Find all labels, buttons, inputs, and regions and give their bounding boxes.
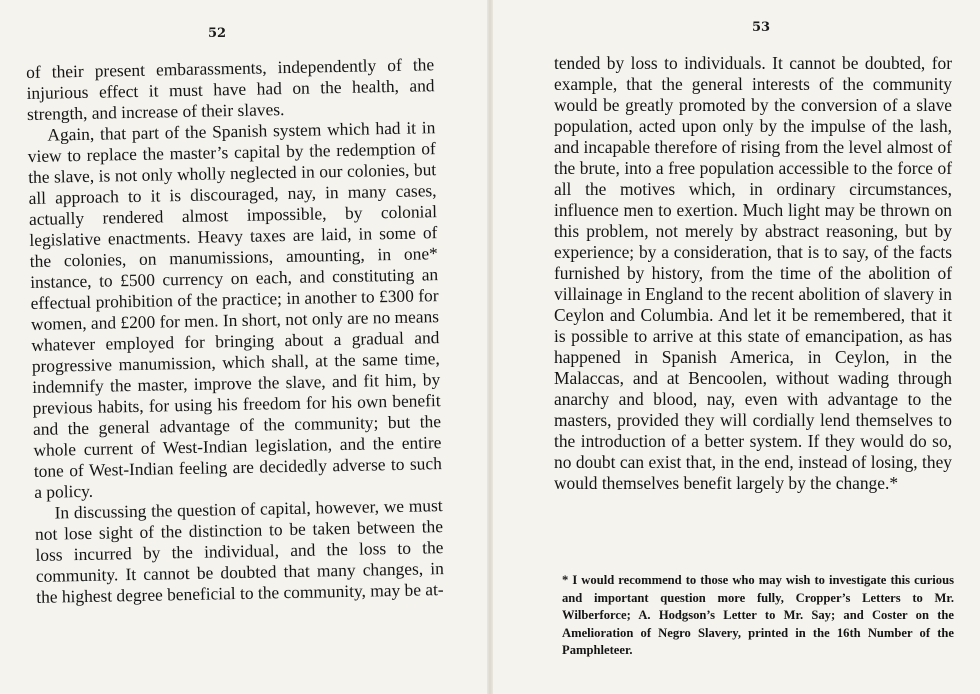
right-page bbox=[490, 0, 980, 694]
paragraph: tended by loss to individuals. It cannot be doubted, for example, that the general interests of the community would be greatly promoted by the conversion of a slave population, acted upon only by the impulse of the lash, and incapable therefore of rising from the level almost of the brute, into a free population accessible to the force of all the motives which, in ordinary circumstances, influence men to exertion. Much light may be thrown on this problem, not merely by abstract reasoning, but by experience; by a consideration, that is to say, of the facts furnished by history, from the time of the abolition of villainage in England to the recent abolition of slavery in Ceylon and Columbia. And let it be remembered, that it is possible to arrive at this state of emancipation, as has happened in Spanish America, in Ceylon, in the Malaccas, and at Bencoolen, without wading through anarchy and blood, nay, even with advantage to the masters, provided they will cordially lend themselves to the introduction of a better system. If they would do so, no doubt can exist that, in the end, instead of losing, they would themselves benefit largely by the change.* bbox=[554, 53, 952, 493]
page-body bbox=[554, 53, 952, 494]
page-body bbox=[26, 54, 444, 608]
paragraph: Again, that part of the Spanish system which had it in view to replace the master’s capital by the redemption of the slave, is not only wholly neglected in our colonies, but all approach to it is discouraged, nay, in many cases, actually rendered almost impossible, by colonial legislative enactments. Heavy taxes are laid, in some of the colonies, on manumissions, amounting, in one* instance, to £500 currency on each, and constituting an effectual prohibition of the practice; in another to £300 for women, and £200 for men. In short, not only are no means whatever employed for bringing about a gradual and progressive manumission, which shall, at the same time, indemnify the master, improve the slave, and fit him, by previous habits, for using his freedom for his own benefit and the general advantage of the community; but the whole current of West-Indian legislation, and the entire tone of West-Indian feeling are decidedly adverse to such a policy. bbox=[27, 117, 442, 502]
page-number: 52 bbox=[208, 26, 227, 41]
paragraph: of their present embarassments, independently of the injurious effect it must have had on the health, and strength, and increase of their slaves. bbox=[26, 54, 435, 124]
footnote: * I would recommend to those who may wish to investigate this curious and important question more fully, Cropper’s Letters to Mr. Wilberforce; A. Hodgson’s Letter to Mr. Say; and Coster on the Amelioration of Negro Slavery, printed in the 16th Number of the Pamphleteer. bbox=[562, 573, 954, 658]
page-number: 53 bbox=[752, 20, 771, 35]
paragraph: In discussing the question of capital, however, we must not lose sight of the distinction to be taken between the loss incurred by the individual, and the loss to the community. It cannot be doubted that many changes, in the highest degree beneficial to the community, may be at- bbox=[34, 495, 444, 607]
